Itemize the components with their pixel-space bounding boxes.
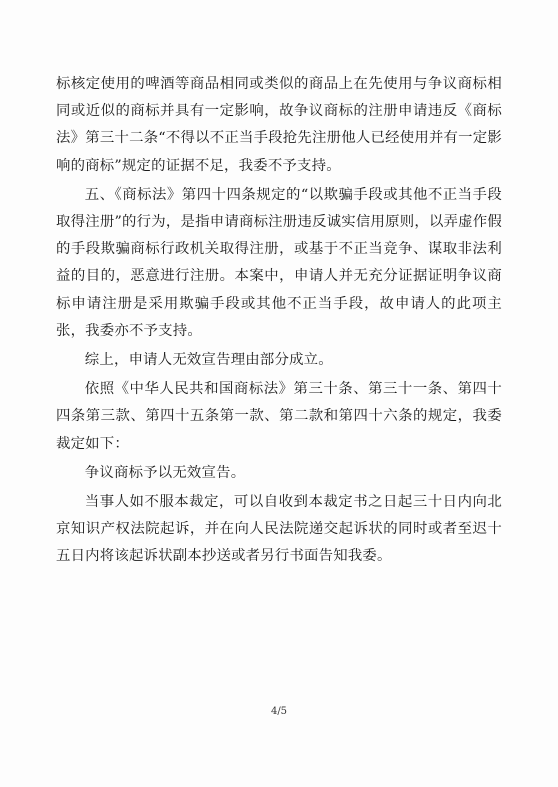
paragraph-legal-basis: 依照《中华人民共和国商标法》第三十条、第三十一条、第四十四条第三款、第四十五条第一款、第二款和第四十六条的规定，我委裁定如下： (56, 381, 502, 452)
paragraph-item-five: 五、《商标法》第四十四条规定的“以欺骗手段或其他不正当手段取得注册”的行为，是指申请商标注册违反诚实信用原则，以弄虚作假的手段欺骗商标行政机关取得注册，或基于不正当竞争、谋取非法利益的目的，恶意进行注册。本案中，申请人并无充分证据证明争议商标申请注册是采用欺骗手段或其他不正当手段，故申请人的此项主张，我委亦不予支持。 (56, 186, 502, 339)
page-number: 4/5 (270, 706, 288, 717)
paragraph-continuation: 标核定使用的啤酒等商品相同或类似的商品上在先使用与争议商标相同或近似的商标并具有一定影响，故争议商标的注册申请违反《商标法》第三十二条“不得以不正当手段抢先注册他人已经使用并有一定影响的商标”规定的证据不足，我委不予支持。 (56, 76, 502, 174)
document-body (56, 71, 502, 571)
paragraph-appeal-notice: 当事人如不服本裁定，可以自收到本裁定书之日起三十日内向北京知识产权法院起诉，并在向人民法院递交起诉状的同时或者至迟十五日内将该起诉状副本抄送或者另行书面告知我委。 (56, 494, 502, 565)
paragraph-ruling: 争议商标予以无效宣告。 (84, 464, 246, 481)
paragraph-conclusion: 综上，申请人无效宣告理由部分成立。 (84, 352, 333, 369)
